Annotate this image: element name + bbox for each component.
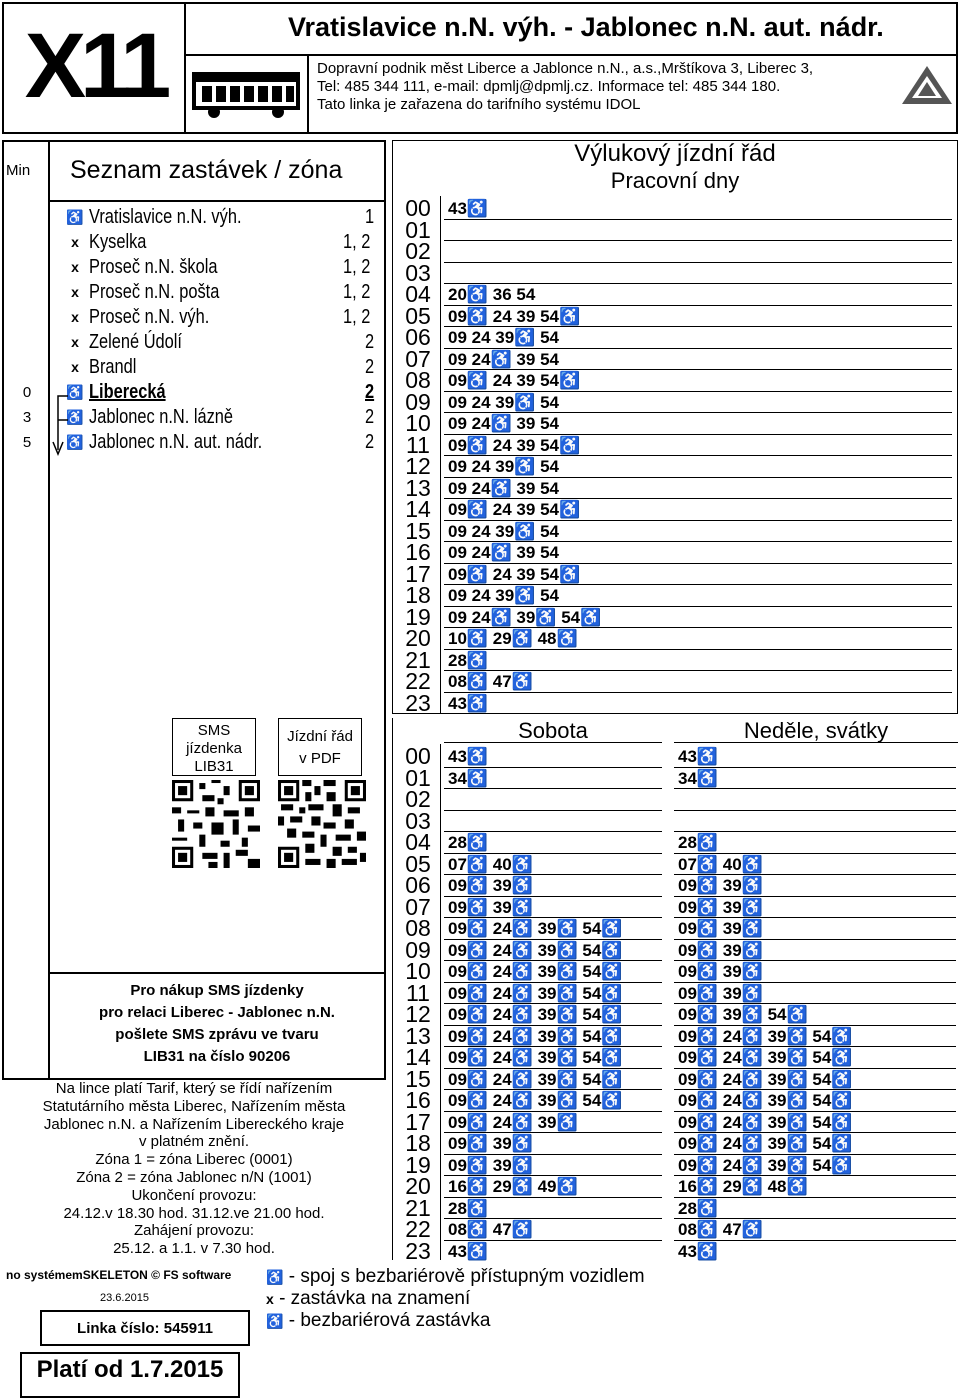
stop-row xyxy=(64,205,380,230)
timetable-row xyxy=(396,345,956,372)
stop-zone: 1, 2 xyxy=(342,306,370,328)
sunday-minutes: 09♿ 39♿ xyxy=(678,876,763,895)
stop-name: Proseč n.N. škola xyxy=(89,256,218,278)
timetable-row xyxy=(396,1173,956,1199)
stop-minute: 0 xyxy=(22,384,32,401)
wheelchair-icon: ♿ xyxy=(66,209,84,225)
weekday-title: Pracovní dny xyxy=(610,168,740,193)
timetable-row xyxy=(396,603,956,630)
hour-label: 12 xyxy=(405,453,431,479)
saturday-minutes: 09♿ 24♿ 39♿ 54♿ xyxy=(448,940,623,960)
hour-label: 00 xyxy=(405,743,431,769)
wheelchair-icon: ♿ xyxy=(66,409,84,425)
hour-label: 03 xyxy=(405,807,431,834)
timetable-row xyxy=(396,195,956,221)
sunday-minutes: 09♿ 39♿ xyxy=(678,897,763,917)
hour-label: 01 xyxy=(405,764,431,791)
bus-icon xyxy=(190,68,302,120)
departure-minutes: 09 24 39♿ 54 xyxy=(448,521,559,541)
stop-minute: 3 xyxy=(22,409,32,426)
saturday-minutes: 28♿ xyxy=(448,833,489,852)
departure-minutes: 09 24♿ 39 54 xyxy=(448,543,559,562)
request-stop-icon: x xyxy=(71,334,79,350)
valid-from: Platí od 1.7.2015 xyxy=(36,1356,224,1383)
hour-label: 01 xyxy=(405,216,431,243)
sunday-minutes: 09♿ 39♿ xyxy=(678,962,763,981)
saturday-minutes: 09♿ 39♿ xyxy=(448,897,533,917)
timetable-row xyxy=(396,216,956,243)
sunday-minutes: 09♿ 39♿ xyxy=(678,919,763,938)
timetable-row xyxy=(396,560,956,587)
legend-text: - bezbariérová zastávka xyxy=(288,1310,491,1331)
hour-label: 19 xyxy=(405,1151,431,1178)
saturday-header-line xyxy=(444,742,662,743)
software-credit: no systémemSKELETON © FS software xyxy=(6,1268,232,1282)
sunday-minutes: 43♿ xyxy=(678,747,719,766)
stop-row xyxy=(64,405,380,430)
saturday-minutes: 09♿ 24♿ 39♿ 54♿ xyxy=(448,962,623,981)
direction-arrow-icon xyxy=(50,392,70,456)
hour-label: 23 xyxy=(405,1237,431,1264)
sunday-minutes: 09♿ 24♿ 39♿ 54♿ xyxy=(678,1048,853,1067)
hour-label: 07 xyxy=(405,893,431,920)
timetable-row xyxy=(396,1216,956,1242)
info-line: Zóna 1 = zóna Liberec (0001) xyxy=(95,1151,293,1169)
request-stop-icon: x xyxy=(71,284,79,300)
route-title-underline xyxy=(186,54,958,56)
timetable-row xyxy=(396,764,956,791)
timetable-row xyxy=(396,743,956,769)
hour-label: 05 xyxy=(405,850,431,877)
min-header: Min xyxy=(6,162,31,179)
saturday-minutes: 09♿ 24♿ 39♿ 54♿ xyxy=(448,983,623,1003)
timetable-row xyxy=(396,1108,956,1135)
timetable-title: Výlukový jízdní řád xyxy=(574,140,776,167)
legend-item xyxy=(266,1310,645,1332)
departure-minutes: 09♿ 24 39 54♿ xyxy=(448,435,581,455)
hour-label: 04 xyxy=(405,281,431,307)
request-stop-icon: x xyxy=(71,234,79,250)
hour-label: 23 xyxy=(405,689,431,716)
timetable-row xyxy=(396,238,956,264)
info-line: Zahájení provozu: xyxy=(133,1222,255,1240)
stop-name: Proseč n.N. výh. xyxy=(89,306,210,328)
hour-label: 17 xyxy=(405,560,431,587)
timetable-row xyxy=(396,646,956,673)
saturday-minutes: 09♿ 39♿ xyxy=(448,876,533,895)
hour-label: 13 xyxy=(405,474,431,501)
departure-minutes: 09♿ 24 39 54♿ xyxy=(448,306,581,326)
hour-label: 09 xyxy=(405,936,431,963)
hour-label: 18 xyxy=(405,1130,431,1156)
timetable-row xyxy=(396,582,956,608)
saturday-minutes: 09♿ 24♿ 39♿ 54♿ xyxy=(448,1005,623,1024)
timetable-row xyxy=(396,689,956,716)
hour-label: 07 xyxy=(405,345,431,372)
tariff-info xyxy=(2,1080,386,1258)
hour-label: 17 xyxy=(405,1108,431,1135)
stop-zone: 2 xyxy=(364,331,374,353)
timetable-row xyxy=(396,807,956,834)
timetable-row xyxy=(396,474,956,501)
sunday-minutes: 16♿ 29♿ 48♿ xyxy=(678,1177,808,1196)
stop-zone: 2 xyxy=(364,356,374,378)
timetable-row xyxy=(396,829,956,855)
line-number: X11 xyxy=(24,15,166,117)
departure-minutes: 09 24 39♿ 54 xyxy=(448,457,559,476)
legend xyxy=(266,1266,645,1332)
saturday-minutes: 43♿ xyxy=(448,747,489,766)
timetable-row xyxy=(396,302,956,329)
operator-box-line xyxy=(307,54,309,134)
hour-label: 22 xyxy=(405,668,431,694)
stop-row xyxy=(64,430,380,455)
hour-label: 18 xyxy=(405,582,431,608)
departure-minutes: 09♿ 24 39 54♿ xyxy=(448,371,581,390)
saturday-minutes: 09♿ 39♿ xyxy=(448,1134,533,1153)
print-date: 23.6.2015 xyxy=(100,1292,149,1304)
sunday-minutes: 09♿ 24♿ 39♿ 54♿ xyxy=(678,1134,853,1153)
pdf-label-line: Jízdní řád xyxy=(287,728,353,745)
departure-minutes: 09 24♿ 39 54 xyxy=(448,414,559,433)
hour-label: 11 xyxy=(406,431,430,458)
hour-label: 12 xyxy=(405,1001,431,1027)
departure-minutes: 09 24♿ 39 54 xyxy=(448,349,559,369)
info-line: Jablonec n.N. a Nařízením Libereckého kraje xyxy=(43,1115,345,1133)
departure-minutes: 08♿ 47♿ xyxy=(448,672,533,691)
sms-ticket-line: jízdenka xyxy=(186,740,242,757)
sms-purchase-line: LIB31 na číslo 90206 xyxy=(143,1048,291,1065)
sms-purchase-line: pošlete SMS zprávu ve tvaru xyxy=(115,1026,319,1043)
hour-label: 09 xyxy=(405,388,431,415)
request-stop-icon: x xyxy=(71,359,79,375)
saturday-minutes: 07♿ 40♿ xyxy=(448,854,533,874)
saturday-minutes: 09♿ 24♿ 39♿ xyxy=(448,1112,578,1132)
request-stop-icon: x xyxy=(71,259,79,275)
timetable-row xyxy=(396,410,956,436)
sunday-minutes: 08♿ 47♿ xyxy=(678,1220,763,1239)
timetable-row xyxy=(396,958,956,984)
operator-line: Tel: 485 344 111, e-mail: dpmlj@dpmlj.cz. Informace tel: 485 344 180. xyxy=(317,78,781,95)
saturday-minutes: 16♿ 29♿ 49♿ xyxy=(448,1177,578,1196)
timetable-row xyxy=(396,324,956,350)
stops-header-line xyxy=(48,200,386,202)
operator-line: Tato linka je zařazena do tarifního systému IDOL xyxy=(317,96,641,113)
operator-info xyxy=(317,60,813,114)
info-line: v platném znění. xyxy=(138,1133,250,1151)
hour-label: 20 xyxy=(405,1173,431,1199)
timetable-row xyxy=(396,496,956,522)
timetable-row xyxy=(396,1237,956,1264)
hour-label: 19 xyxy=(405,603,431,630)
timetable-row xyxy=(396,1044,956,1070)
sms-qr-code-icon[interactable] xyxy=(172,780,260,868)
sunday-title: Neděle, svátky xyxy=(743,718,889,743)
departure-minutes: 28♿ xyxy=(448,650,489,670)
timetable-row xyxy=(396,388,956,415)
timetable-row xyxy=(396,1065,956,1092)
sms-ticket-label xyxy=(172,722,256,776)
hour-label: 05 xyxy=(405,302,431,329)
hour-label: 14 xyxy=(405,1044,431,1070)
stop-row xyxy=(64,355,380,380)
sms-purchase-line: pro relaci Liberec - Jablonec n.N. xyxy=(99,1004,335,1021)
stop-row xyxy=(64,305,380,330)
hour-label: 06 xyxy=(405,872,431,898)
legend-text: - spoj s bezbariérově přístupným vozidlem xyxy=(288,1266,645,1287)
info-line: 25.12. a 1.1. v 7.30 hod. xyxy=(113,1240,275,1258)
sms-ticket-line: SMS xyxy=(197,722,231,739)
sunday-minutes: 09♿ 24♿ 39♿ 54♿ xyxy=(678,1112,853,1132)
info-line: Zóna 2 = zóna Jablonec n/N (1001) xyxy=(76,1168,312,1186)
stop-row xyxy=(64,230,380,255)
min-column-line xyxy=(48,140,50,1080)
hour-label: 21 xyxy=(405,646,431,673)
timetable-row xyxy=(396,1151,956,1178)
pdf-label-line: v PDF xyxy=(299,750,341,767)
sms-purchase-line: Pro nákup SMS jízdenky xyxy=(130,982,304,999)
departure-minutes: 43♿ xyxy=(448,693,489,713)
stop-name: Jablonec n.N. lázně xyxy=(89,406,234,428)
sunday-minutes: 43♿ xyxy=(678,1241,719,1261)
stop-row xyxy=(64,280,380,305)
hour-label: 15 xyxy=(405,1065,431,1092)
timetable-row xyxy=(396,367,956,393)
timetable-row xyxy=(396,850,956,877)
timetable-row xyxy=(396,1001,956,1027)
timetable-row xyxy=(396,517,956,544)
departure-minutes: 10♿ 29♿ 48♿ xyxy=(448,629,578,648)
hour-label: 21 xyxy=(405,1194,431,1221)
stop-row xyxy=(64,330,380,355)
saturday-minutes: 09♿ 39♿ xyxy=(448,1155,533,1175)
timetable-row xyxy=(396,979,956,1006)
stop-row xyxy=(64,255,380,280)
hour-label: 08 xyxy=(405,915,431,941)
saturday-minutes: 09♿ 24♿ 39♿ 54♿ xyxy=(448,919,623,938)
info-line: Na lince platí Tarif, který se řídí nařízením xyxy=(55,1080,333,1097)
timetable-row xyxy=(396,1022,956,1049)
route-title: Vratislavice n.N. výh. - Jablonec n.N. aut. nádr. xyxy=(288,12,884,42)
stop-name: Liberecká xyxy=(89,381,166,403)
saturday-minutes: 09♿ 24♿ 39♿ 54♿ xyxy=(448,1069,623,1089)
hour-label: 10 xyxy=(405,410,431,436)
stop-name: Zelené Údolí xyxy=(89,331,182,353)
hour-label: 11 xyxy=(406,979,430,1006)
timetable-row xyxy=(396,915,956,941)
sms-ticket-line: LIB31 xyxy=(194,758,234,775)
hour-label: 20 xyxy=(405,625,431,651)
hour-label: 02 xyxy=(405,786,431,812)
hour-label: 13 xyxy=(405,1022,431,1049)
wheelchair-icon: ♿ xyxy=(66,434,84,450)
stop-minute: 5 xyxy=(22,434,32,451)
saturday-minutes: 08♿ 47♿ xyxy=(448,1220,533,1239)
stop-name: Vratislavice n.N. výh. xyxy=(89,206,242,228)
sunday-minutes: 28♿ xyxy=(678,1198,719,1218)
departure-minutes: 09 24 39♿ 54 xyxy=(448,586,559,605)
departure-minutes: 09 24 39♿ 54 xyxy=(448,392,559,412)
timetable-row xyxy=(396,453,956,479)
timetable-row xyxy=(396,539,956,565)
saturday-minutes: 09♿ 24♿ 39♿ 54♿ xyxy=(448,1048,623,1067)
sunday-minutes: 34♿ xyxy=(678,768,719,788)
stop-name: Jablonec n.N. aut. nádr. xyxy=(89,431,263,453)
timetable-row xyxy=(396,1194,956,1221)
sunday-minutes: 09♿ 24♿ 39♿ 54♿ xyxy=(678,1069,853,1089)
stop-zone: 2 xyxy=(364,431,374,453)
timetable-row xyxy=(396,786,956,812)
pdf-qr-code-icon[interactable] xyxy=(278,780,366,868)
stop-name: Brandl xyxy=(89,356,137,378)
wheelchair-icon: ♿ xyxy=(266,1313,284,1329)
stop-zone: 1, 2 xyxy=(342,281,370,303)
sunday-minutes: 09♿ 39♿ xyxy=(678,983,763,1003)
sunday-minutes: 09♿ 24♿ 39♿ 54♿ xyxy=(678,1026,853,1046)
departure-minutes: 09♿ 24 39 54♿ xyxy=(448,500,581,519)
saturday-minutes: 43♿ xyxy=(448,1241,489,1261)
timetable-row xyxy=(396,668,956,694)
stop-zone: 1, 2 xyxy=(342,256,370,278)
stop-zone: 2 xyxy=(364,406,374,428)
sunday-minutes: 09♿ 24♿ 39♿ 54♿ xyxy=(678,1091,853,1110)
stop-row xyxy=(64,380,380,405)
line-code: Linka číslo: 545911 xyxy=(77,1320,213,1337)
request-stop-icon: x xyxy=(266,1291,274,1307)
sunday-minutes: 07♿ 40♿ xyxy=(678,854,763,874)
sunday-minutes: 09♿ 39♿ 54♿ xyxy=(678,1005,808,1024)
departure-minutes: 09 24♿ 39♿ 54♿ xyxy=(448,607,602,627)
saturday-minutes: 09♿ 24♿ 39♿ 54♿ xyxy=(448,1026,623,1046)
timetable-row xyxy=(396,936,956,963)
legend-item xyxy=(266,1266,645,1288)
stop-name: Kyselka xyxy=(89,231,147,253)
timetable-row xyxy=(396,1130,956,1156)
sunday-header-line xyxy=(674,742,958,743)
saturday-minutes: 28♿ xyxy=(448,1198,489,1218)
timetable-row xyxy=(396,872,956,898)
departure-minutes: 09 24 39♿ 54 xyxy=(448,328,559,347)
operator-line: Dopravní podnik měst Liberce a Jablonce n.N., a.s.,Mrštíkova 3, Liberec 3, xyxy=(317,60,814,77)
timetable-row xyxy=(396,259,956,286)
departure-minutes: 20♿ 36 54 xyxy=(448,285,536,304)
saturday-title: Sobota xyxy=(518,718,588,743)
hour-label: 14 xyxy=(405,496,431,522)
departure-minutes: 09♿ 24 39 54♿ xyxy=(448,564,581,584)
stop-zone: 1, 2 xyxy=(342,231,370,253)
hour-label: 04 xyxy=(405,829,431,855)
pdf-label xyxy=(278,726,362,770)
wheelchair-icon: ♿ xyxy=(266,1269,284,1285)
hour-label: 22 xyxy=(405,1216,431,1242)
stop-name: Proseč n.N. pošta xyxy=(89,281,220,303)
timetable-row xyxy=(396,281,956,307)
legend-item xyxy=(266,1288,645,1310)
stop-zone: 1 xyxy=(364,206,374,228)
saturday-minutes: 34♿ xyxy=(448,768,489,788)
timetable-row xyxy=(396,625,956,651)
timetable-row xyxy=(396,1087,956,1113)
hour-label: 00 xyxy=(405,195,431,221)
stop-zone: 2 xyxy=(364,381,374,403)
hour-label: 06 xyxy=(405,324,431,350)
hour-label: 08 xyxy=(405,367,431,393)
departure-minutes: 43♿ xyxy=(448,199,489,218)
stops-title: Seznam zastávek / zóna xyxy=(70,156,343,184)
sunday-minutes: 28♿ xyxy=(678,833,719,852)
departure-minutes: 09 24♿ 39 54 xyxy=(448,478,559,498)
timetable-row xyxy=(396,431,956,458)
timetable-row xyxy=(396,893,956,920)
request-stop-icon: x xyxy=(71,309,79,325)
sms-purchase-text xyxy=(48,980,386,1068)
hour-label: 10 xyxy=(405,958,431,984)
legend-text: - zastávka na znamení xyxy=(279,1288,471,1309)
hour-label: 02 xyxy=(405,238,431,264)
hour-label: 16 xyxy=(405,1087,431,1113)
hour-label: 16 xyxy=(405,539,431,565)
sunday-minutes: 09♿ 39♿ xyxy=(678,940,763,960)
info-line: 24.12.v 18.30 hod. 31.12.ve 21.00 hod. xyxy=(63,1204,325,1222)
dpmlj-logo-icon xyxy=(900,64,954,106)
info-line: Ukončení provozu: xyxy=(131,1186,257,1204)
hour-label: 15 xyxy=(405,517,431,544)
sunday-minutes: 09♿ 24♿ 39♿ 54♿ xyxy=(678,1155,853,1175)
info-line: Statutárního města Liberec, Nařízením města xyxy=(42,1097,346,1115)
hour-label: 03 xyxy=(405,259,431,286)
saturday-minutes: 09♿ 24♿ 39♿ 54♿ xyxy=(448,1091,623,1110)
wheelchair-icon: ♿ xyxy=(66,384,84,400)
